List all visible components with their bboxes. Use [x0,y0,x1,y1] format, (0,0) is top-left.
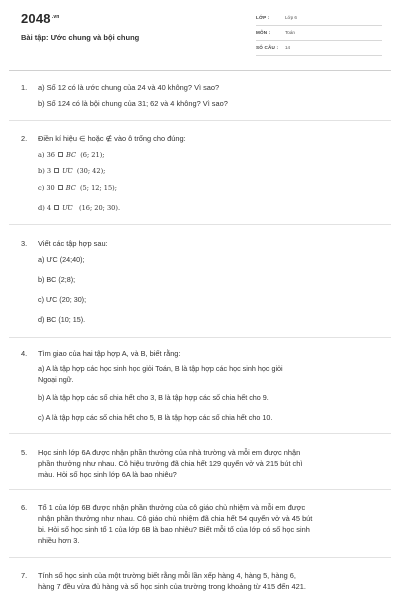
question-part: c) A là tập hợp các số chia hết cho 5, B là tập hợp các số chia hết cho 10. [38,413,273,422]
question-number: 7. [21,571,28,580]
answer-box[interactable] [58,185,63,190]
worksheet-header [0,0,400,68]
meta-value: Lớp 6 [285,15,297,20]
question-number: 4. [21,349,28,358]
meta-value: 14 [285,45,291,50]
question-part: b) Số 124 có là bội chung của 31; 62 và 4 không? Vì sao? [38,99,228,108]
math-set: ƯC [62,167,73,175]
meta-label: MÔN : [256,30,271,35]
question-number: 3. [21,239,28,248]
math-set: ƯC [62,204,73,212]
question-part: b) A là tập hợp các số chia hết cho 3, B là tập hợp các số chia hết cho 9. [38,393,269,402]
question-separator [9,120,391,121]
meta-row-count [256,42,382,56]
header-divider [9,70,391,71]
question-part [38,166,385,177]
question-number: 2. [21,134,28,143]
question-part: a) ƯC (24;40); [38,255,85,264]
question-separator [9,489,391,490]
question-part: a) A là tập hợp các học sinh học giỏi Toán, B là tập hợp các học sinh học giỏi [38,364,283,373]
question-text-line: phần thưởng như nhau. Cô hiệu trưởng đã chia hết 129 quyển vở và 215 bút chì [38,459,303,468]
question-part-continued: Ngoại ngữ. [38,375,74,384]
meta-row-subject [256,27,382,41]
question-text-line: màu. Hỏi số học sinh lớp 6A là bao nhiêu? [38,470,177,479]
question-intro: Điền kí hiệu ∈ hoặc ∉ vào ô trống cho đúng: [38,134,186,143]
question-number: 5. [21,448,28,457]
worksheet-meta [256,12,382,57]
question-part [38,203,385,214]
question-number: 6. [21,503,28,512]
math-label: d) 4 [38,204,52,212]
site-logo[interactable]: $2048^{.vn}$ [21,11,60,26]
question-separator [9,557,391,558]
question-intro: Tìm giao của hai tập hợp A, và B, biết rằng: [38,349,181,358]
question-text-line: nhiều hơn 3. [38,536,80,545]
math-args: (5; 12; 15); [79,184,117,192]
question-part: d) BC (10; 15). [38,315,86,324]
meta-value: Toán [285,30,295,35]
question-separator [9,337,391,338]
math-set: BC [65,184,76,192]
math-args: (30; 42); [76,167,106,175]
question-part [38,150,385,161]
question-text-line: Học sinh lớp 6A được nhận phần thưởng của nhà trường và mỗi em được nhận [38,448,301,457]
question-separator [9,224,391,225]
question-text-line: Tổ 1 của lớp 6B được nhận phần thưởng của cô giáo chủ nhiệm và mỗi em được [38,503,306,512]
question-part: c) ƯC (20; 30); [38,295,87,304]
question-number: 1. [21,83,28,92]
question-part [38,183,385,194]
meta-label: LỚP : [256,15,270,20]
math-label: a) 36 [38,151,55,159]
question-part: b) BC (2;8); [38,275,76,284]
question-intro: Viết các tập hợp sau: [38,239,108,248]
answer-box[interactable] [54,205,59,210]
question-text-line: hàng 7 đều vừa đủ hàng và số học sinh của trường trong khoảng từ 415 đến 421. [38,582,306,591]
question-text-line: nhận phần thưởng như nhau. Cô giáo chủ nhiệm đã chia hết 54 quyển vở và 45 bút [38,514,313,523]
math-label: c) 30 [38,184,55,192]
meta-label: SỐ CÂU : [256,45,279,50]
worksheet-title: Bài tập: Ước chung và bội chung [21,33,140,42]
math-args: (6; 21); [80,151,105,159]
answer-box[interactable] [58,152,63,157]
math-args: (16; 20; 30). [79,204,121,212]
question-text-line: bi. Hỏi số học sinh tổ 1 của lớp 6B là bao nhiêu? Biết mỗi tổ của lớp có số học sinh [38,525,310,534]
question-text-line: Tính số học sinh của một trường biết rằng mỗi lần xếp hàng 4, hàng 5, hàng 6, [38,571,296,580]
math-label: b) 3 [38,167,52,175]
meta-row-class [256,12,382,26]
question-part: a) Số 12 có là ước chung của 24 và 40 không? Vì sao? [38,83,220,92]
math-set: BC [66,151,77,159]
question-separator [9,433,391,434]
answer-box[interactable] [54,168,59,173]
